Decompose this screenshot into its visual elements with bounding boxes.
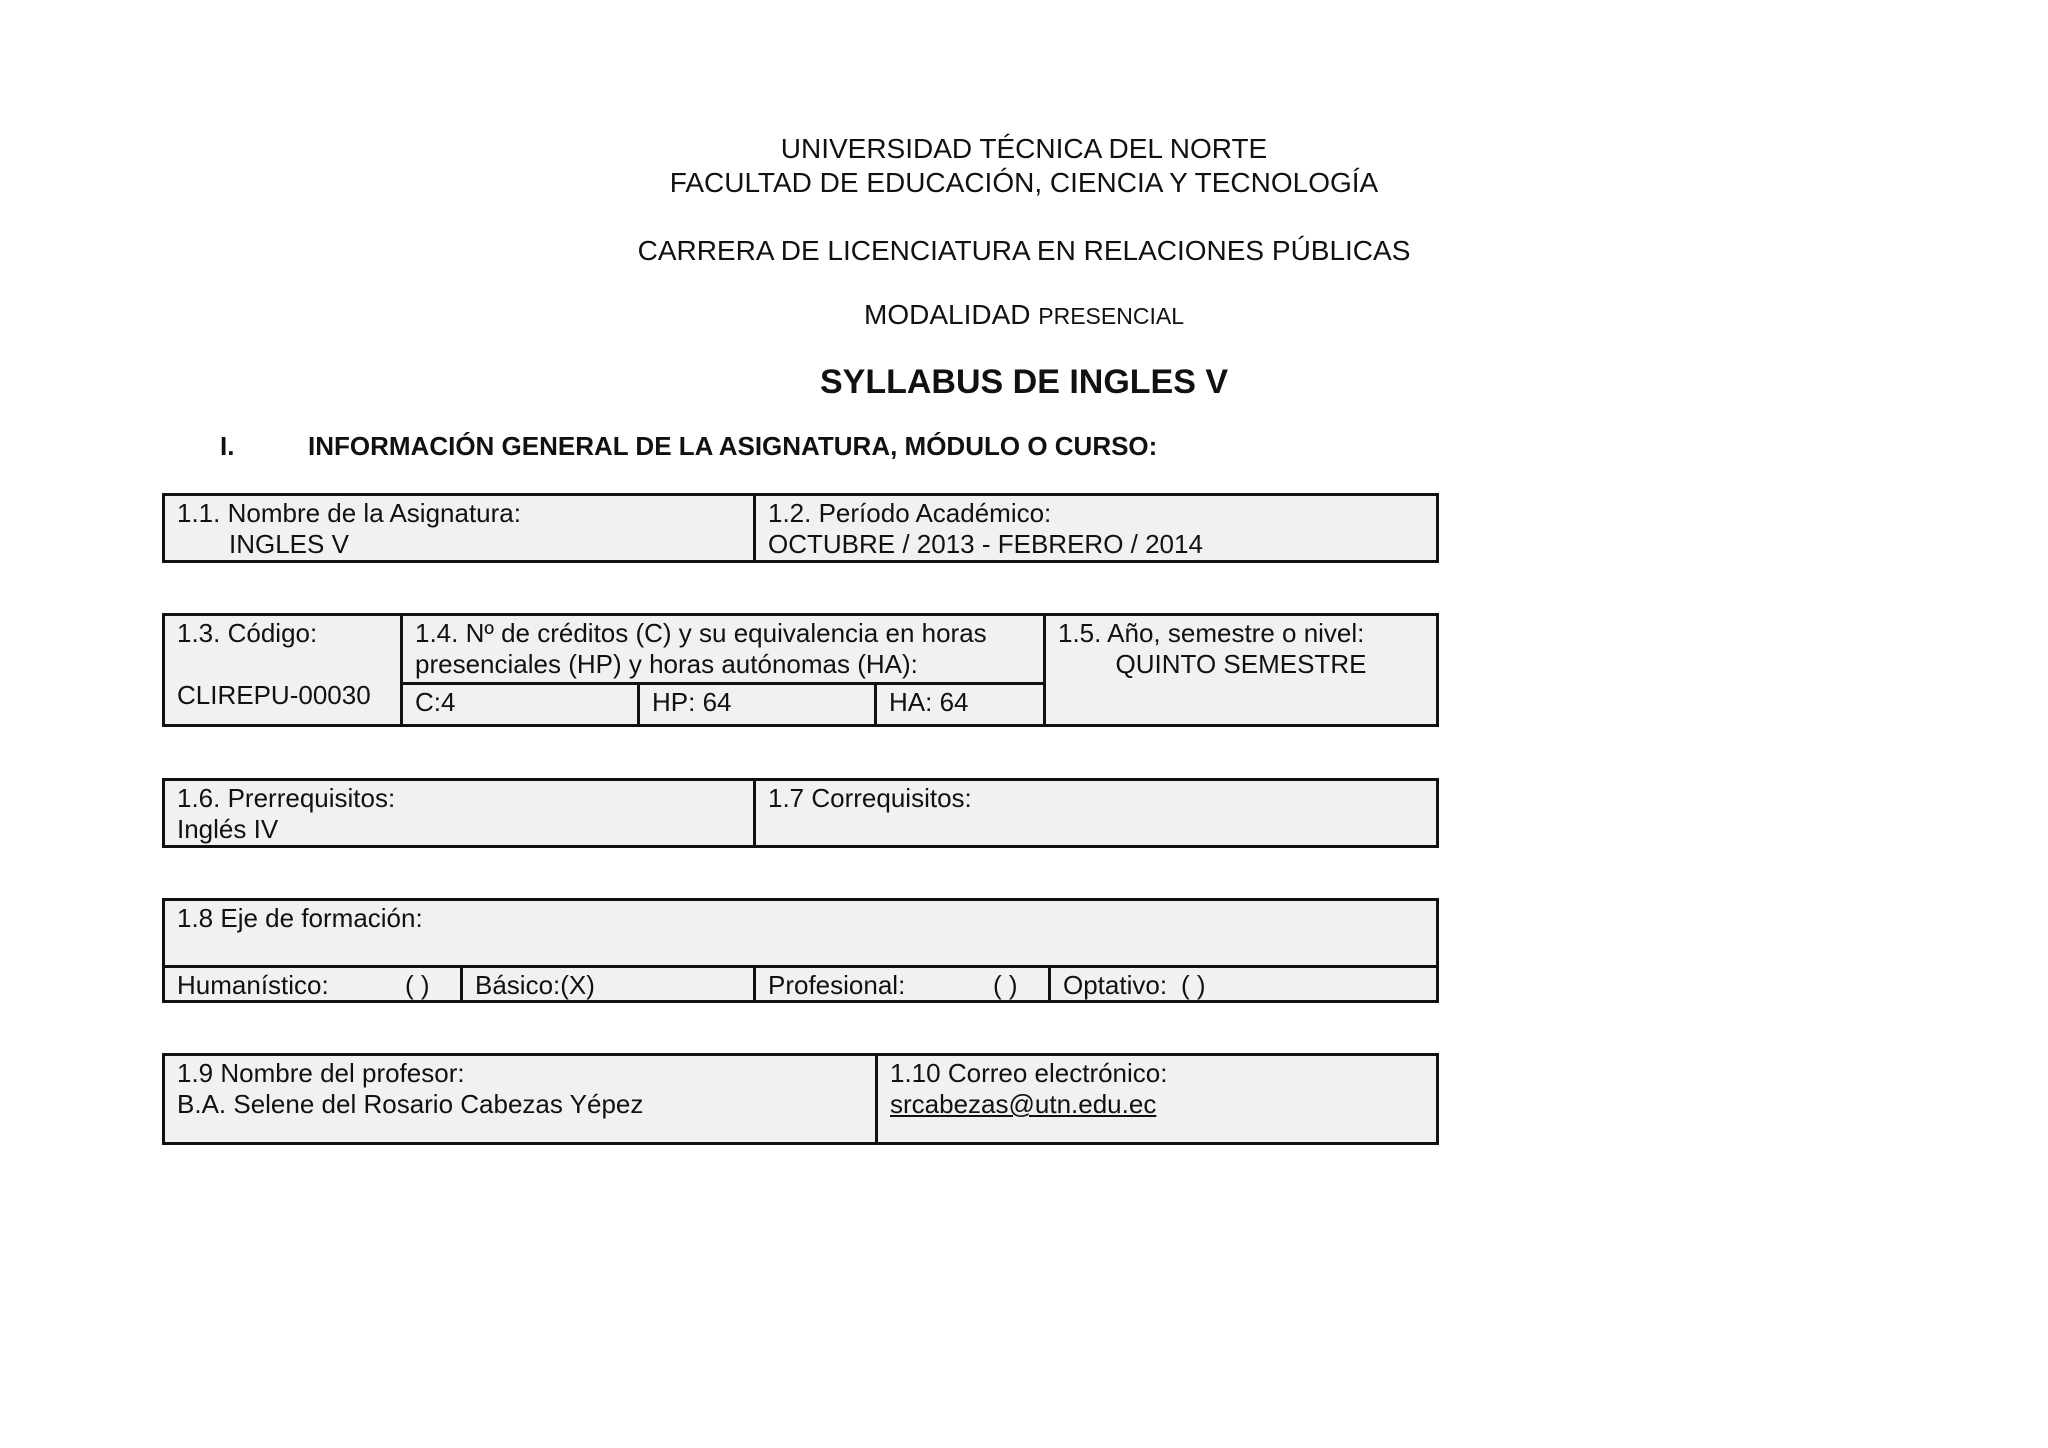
- document-title: SYLLABUS DE INGLES V: [819, 363, 1229, 401]
- period-label: 1.2. Período Académico:: [768, 498, 1052, 528]
- section-title: INFORMACIÓN GENERAL DE LA ASIGNATURA, MÓDULO O CURSO:: [308, 431, 1158, 461]
- subject-box: [162, 493, 1439, 563]
- humanistic-label: Humanístico:: [177, 970, 329, 1000]
- code-label: 1.3. Código:: [177, 618, 318, 648]
- section-number: I.: [220, 431, 235, 461]
- modality-label: MODALIDAD: [864, 299, 1031, 330]
- email-label: 1.10 Correo electrónico:: [890, 1058, 1168, 1088]
- basic-label: Básico:(X): [475, 970, 595, 1000]
- period-cell: [756, 496, 1436, 560]
- university-name: UNIVERSIDAD TÉCNICA DEL NORTE: [780, 133, 1268, 164]
- ha-value: HA: 64: [889, 687, 969, 717]
- coreq-label: 1.7 Correquisitos:: [768, 783, 972, 813]
- basic-cell: [463, 968, 753, 1000]
- axis-box: [162, 898, 1439, 1003]
- professional-label: Profesional:: [768, 970, 906, 1000]
- prereq-label: 1.6. Prerrequisitos:: [177, 783, 396, 813]
- credits-label-cell: [403, 616, 1043, 682]
- humanistic-cell: [165, 968, 460, 1000]
- hp-cell: [640, 685, 874, 724]
- code-value: CLIREPU-00030: [177, 680, 371, 710]
- code-cell: [165, 616, 400, 724]
- subject-name-value: INGLES V: [229, 529, 349, 559]
- faculty-name: FACULTAD DE EDUCACIÓN, CIENCIA Y TECNOLOGÍA: [669, 167, 1379, 198]
- professional-cell: [756, 968, 1048, 1000]
- career-name: CARRERA DE LICENCIATURA EN RELACIONES PÚBLICAS: [637, 235, 1411, 266]
- hp-value: HP: 64: [652, 687, 732, 717]
- subject-name-cell: [165, 496, 753, 560]
- modality-value: PRESENCIAL: [1038, 303, 1184, 329]
- level-cell: [1046, 616, 1436, 724]
- credits-label-line2: presenciales (HP) y horas autónomas (HA):: [415, 649, 918, 679]
- credits-box: [162, 613, 1439, 727]
- c-value: C:4: [415, 687, 456, 717]
- humanistic-mark: ( ): [405, 970, 430, 1000]
- axis-label: 1.8 Eje de formación:: [177, 903, 423, 933]
- email-cell: [878, 1056, 1436, 1142]
- subject-name-label: 1.1. Nombre de la Asignatura:: [177, 498, 521, 528]
- optional-label: Optativo:: [1063, 970, 1168, 1000]
- ha-cell: [877, 685, 1043, 724]
- teacher-name-label: 1.9 Nombre del profesor:: [177, 1058, 465, 1088]
- c-cell: [403, 685, 637, 724]
- level-value: QUINTO SEMESTRE: [1115, 649, 1367, 679]
- modality: [0, 298, 2048, 333]
- email-link[interactable]: srcabezas@utn.edu.ec: [890, 1089, 1157, 1119]
- optional-cell: [1051, 968, 1436, 1000]
- prereq-cell: [165, 781, 753, 845]
- teacher-name-cell: [165, 1056, 875, 1142]
- coreq-cell: [756, 781, 1436, 845]
- teacher-name-value: B.A. Selene del Rosario Cabezas Yépez: [177, 1089, 644, 1119]
- teacher-box: [162, 1053, 1439, 1145]
- prereq-value: Inglés IV: [177, 814, 279, 844]
- requisites-box: [162, 778, 1439, 848]
- axis-label-cell: [165, 901, 1436, 965]
- period-value: OCTUBRE / 2013 - FEBRERO / 2014: [768, 529, 1203, 559]
- level-label: 1.5. Año, semestre o nivel:: [1058, 618, 1365, 648]
- credits-label-line1: 1.4. Nº de créditos (C) y su equivalencia en horas: [415, 618, 987, 648]
- optional-mark: ( ): [1181, 970, 1206, 1000]
- professional-mark: ( ): [993, 970, 1018, 1000]
